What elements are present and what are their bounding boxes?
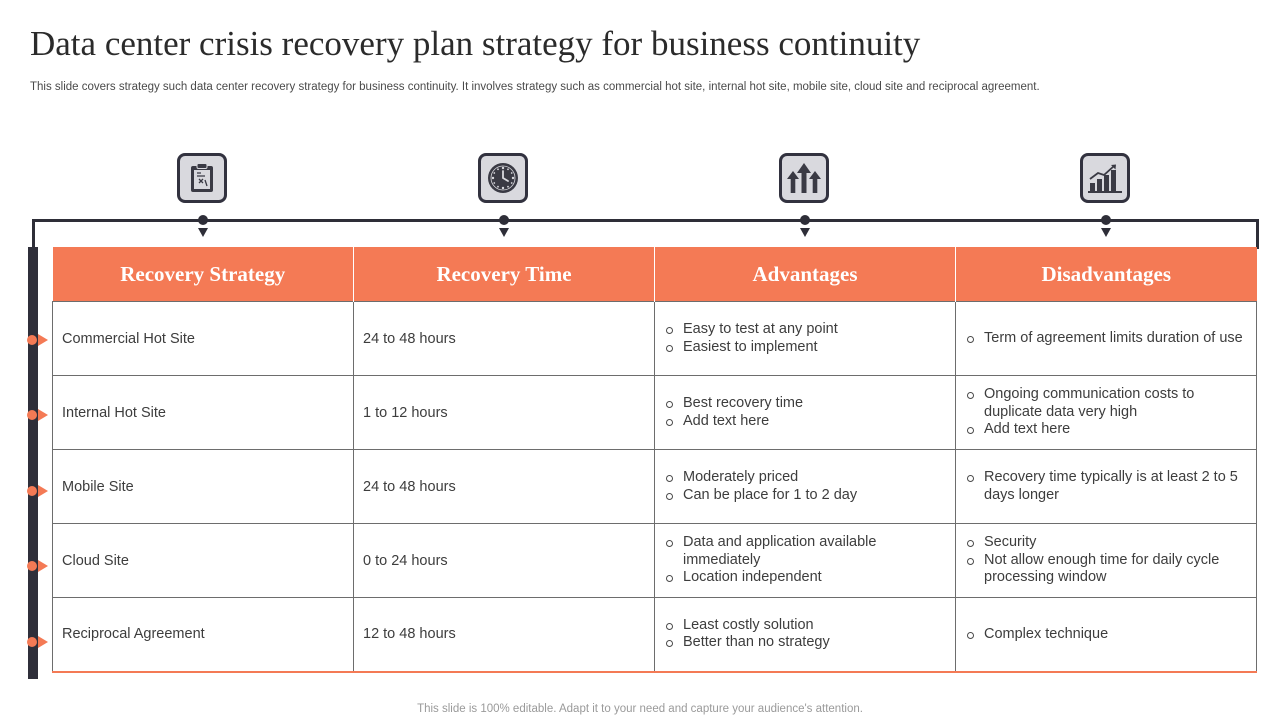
row-marker (27, 560, 51, 572)
table-row (53, 450, 1257, 524)
advantages-cell (655, 376, 956, 450)
advantages-cell (655, 598, 956, 672)
clock-icon (478, 153, 528, 203)
timeline-line (32, 219, 1259, 222)
disadvantages-cell (956, 302, 1257, 376)
timeline-node (499, 215, 509, 225)
list-item: Easiest to implement (683, 339, 947, 357)
list-item: Ongoing communication costs to duplicate data very high (984, 386, 1248, 421)
time-cell: 1 to 12 hours (354, 376, 655, 450)
strategy-cell: Cloud Site (53, 524, 354, 598)
table-header-row (53, 247, 1257, 302)
bar-chart-icon (1080, 153, 1130, 203)
header-disadvantages: Disadvantages (956, 247, 1257, 302)
list-item: Better than no strategy (683, 634, 947, 652)
list-item: Least costly solution (683, 617, 947, 635)
timeline-left-edge (32, 219, 35, 249)
list-item: Security (984, 534, 1248, 552)
list-item: Not allow enough time for daily cycle processing window (984, 552, 1248, 587)
advantages-cell (655, 450, 956, 524)
disadvantages-cell (956, 598, 1257, 672)
table-row (53, 524, 1257, 598)
clipboard-icon (177, 153, 227, 203)
row-marker (27, 485, 51, 497)
header-advantages: Advantages (655, 247, 956, 302)
advantages-cell (655, 302, 956, 376)
header-recovery-time: Recovery Time (354, 247, 655, 302)
list-item: Add text here (683, 413, 947, 431)
arrows-up-icon (779, 153, 829, 203)
timeline-arrow (198, 228, 208, 237)
time-cell: 24 to 48 hours (354, 302, 655, 376)
page-title: Data center crisis recovery plan strategy for business continuity (30, 24, 921, 63)
timeline-node (1101, 215, 1111, 225)
row-marker (27, 636, 51, 648)
list-item: Term of agreement limits duration of use (984, 330, 1248, 348)
timeline-arrow (499, 228, 509, 237)
timeline-right-edge (1256, 219, 1259, 249)
list-item: Best recovery time (683, 395, 947, 413)
list-item: Complex technique (984, 626, 1248, 644)
strategy-table (52, 247, 1257, 673)
timeline-arrow (1101, 228, 1111, 237)
table-row (53, 598, 1257, 672)
timeline-node (800, 215, 810, 225)
timeline-arrow (800, 228, 810, 237)
time-cell: 12 to 48 hours (354, 598, 655, 672)
list-item: Add text here (984, 421, 1248, 439)
list-item: Data and application available immediately (683, 534, 947, 569)
footer-note: This slide is 100% editable. Adapt it to your need and capture your audience's attention. (417, 703, 863, 715)
strategy-cell: Reciprocal Agreement (53, 598, 354, 672)
page-subtitle: This slide covers strategy such data center recovery strategy for business continuity. It involves strategy such as commercial hot site, internal hot site, mobile site, cloud site and reciprocal agreement. (30, 81, 1040, 93)
list-item: Easy to test at any point (683, 321, 947, 339)
advantages-cell (655, 524, 956, 598)
list-item: Recovery time typically is at least 2 to 5 days longer (984, 469, 1248, 504)
strategy-cell: Internal Hot Site (53, 376, 354, 450)
strategy-cell: Commercial Hot Site (53, 302, 354, 376)
time-cell: 24 to 48 hours (354, 450, 655, 524)
header-recovery-strategy: Recovery Strategy (53, 247, 354, 302)
list-item: Location independent (683, 569, 947, 587)
timeline-node (198, 215, 208, 225)
row-marker (27, 409, 51, 421)
left-accent-bar (28, 247, 38, 679)
disadvantages-cell (956, 450, 1257, 524)
row-marker (27, 334, 51, 346)
disadvantages-cell (956, 376, 1257, 450)
disadvantages-cell (956, 524, 1257, 598)
list-item: Can be place for 1 to 2 day (683, 487, 947, 505)
table-row (53, 376, 1257, 450)
list-item: Moderately priced (683, 469, 947, 487)
strategy-cell: Mobile Site (53, 450, 354, 524)
table-row (53, 302, 1257, 376)
time-cell: 0 to 24 hours (354, 524, 655, 598)
